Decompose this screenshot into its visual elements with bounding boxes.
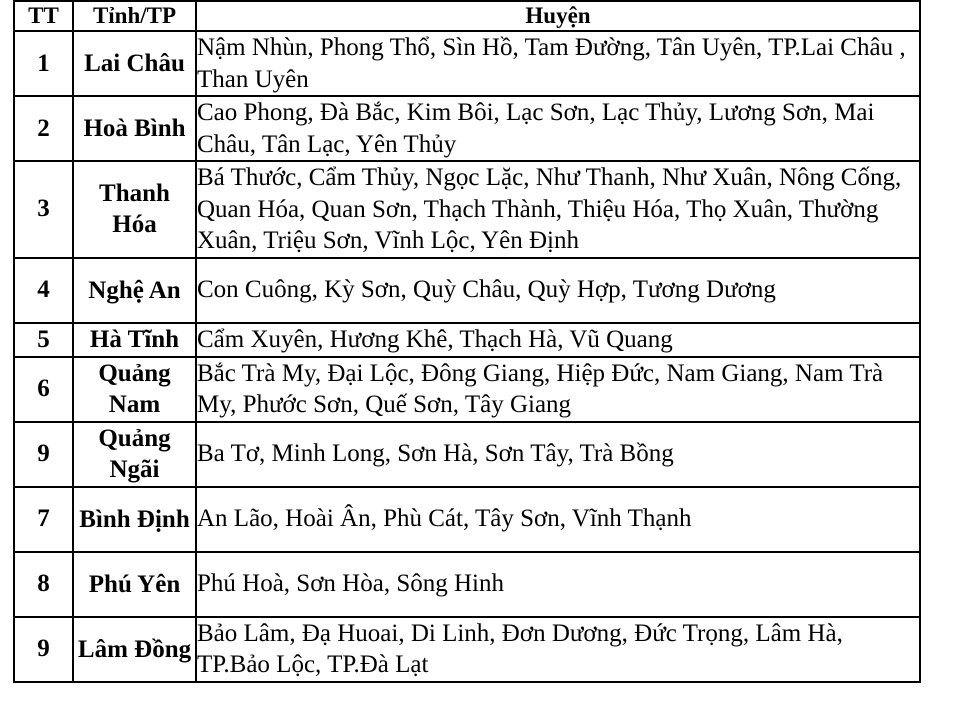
row-number: 7 [14,487,73,552]
district-list: An Lão, Hoài Ân, Phù Cát, Tây Sơn, Vĩnh Thạnh [196,487,920,552]
header-district: Huyện [196,1,920,31]
table-row [14,422,920,487]
table-row [14,161,920,258]
district-list: Nậm Nhùn, Phong Thổ, Sìn Hồ, Tam Đường, Tân Uyên, TP.Lai Châu , Than Uyên [196,31,920,96]
district-list: Bá Thước, Cẩm Thủy, Ngọc Lặc, Như Thanh, Như Xuân, Nông Cống, Quan Hóa, Quan Sơn, Thạch Thành, Thiệu Hóa, Thọ Xuân, Thường Xuân, Triệu Sơn, Vĩnh Lộc, Yên Định [196,161,920,258]
row-number: 3 [14,161,73,258]
table-row [14,357,920,422]
province-name: Hoà Bình [73,96,196,161]
row-number: 1 [14,31,73,96]
table-row [14,96,920,161]
province-name: Hà Tĩnh [73,323,196,357]
row-number: 9 [14,617,73,682]
table-row [14,617,920,682]
district-list: Cao Phong, Đà Bắc, Kim Bôi, Lạc Sơn, Lạc Thủy, Lương Sơn, Mai Châu, Tân Lạc, Yên Thủy [196,96,920,161]
row-number: 5 [14,323,73,357]
district-table [13,0,921,683]
row-number: 4 [14,258,73,323]
header-tt: TT [14,1,73,31]
district-list: Phú Hoà, Sơn Hòa, Sông Hinh [196,552,920,617]
row-number: 2 [14,96,73,161]
province-name: Nghệ An [73,258,196,323]
province-name: Lai Châu [73,31,196,96]
district-list: Ba Tơ, Minh Long, Sơn Hà, Sơn Tây, Trà Bồng [196,422,920,487]
header-province: Tỉnh/TP [73,1,196,31]
province-name: Lâm Đồng [73,617,196,682]
row-number: 8 [14,552,73,617]
table-row [14,323,920,357]
table-row [14,31,920,96]
province-name: Thanh Hóa [73,161,196,258]
province-name: Bình Định [73,487,196,552]
province-name: Phú Yên [73,552,196,617]
row-number: 9 [14,422,73,487]
district-list: Bắc Trà My, Đại Lộc, Đông Giang, Hiệp Đức, Nam Giang, Nam Trà My, Phước Sơn, Quế Sơn, Tây Giang [196,357,920,422]
header-row [14,1,920,31]
table-row [14,552,920,617]
district-list: Bảo Lâm, Đạ Huoai, Di Linh, Đơn Dương, Đức Trọng, Lâm Hà, TP.Bảo Lộc, TP.Đà Lạt [196,617,920,682]
province-name: Quảng Ngãi [73,422,196,487]
province-name: Quảng Nam [73,357,196,422]
district-list: Cẩm Xuyên, Hương Khê, Thạch Hà, Vũ Quang [196,323,920,357]
table-row [14,487,920,552]
district-list: Con Cuông, Kỳ Sơn, Quỳ Châu, Quỳ Hợp, Tương Dương [196,258,920,323]
table-row [14,258,920,323]
row-number: 6 [14,357,73,422]
